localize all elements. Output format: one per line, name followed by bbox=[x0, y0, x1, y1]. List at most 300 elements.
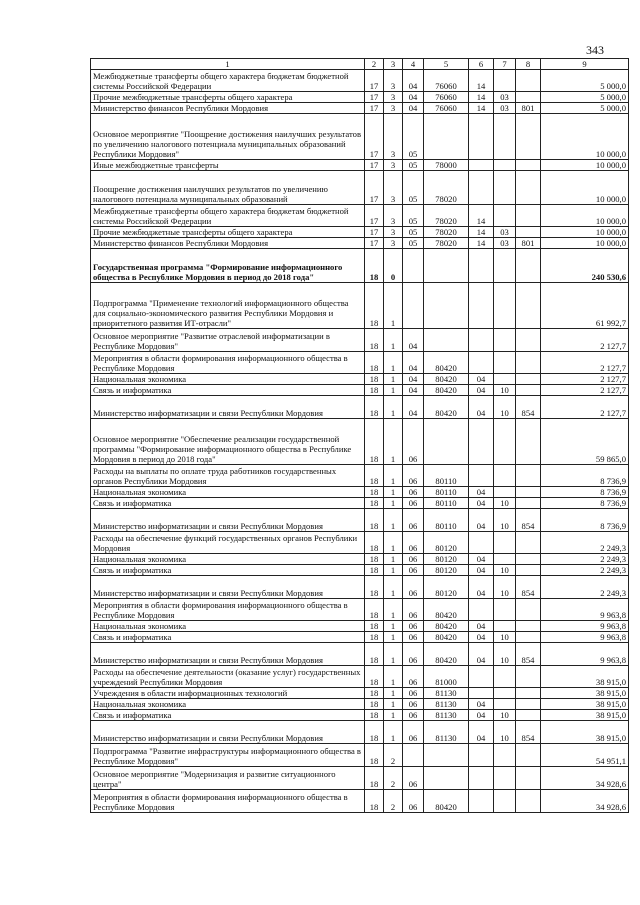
row-value-cell: 18 bbox=[365, 576, 384, 599]
row-value-cell: 10 000,0 bbox=[541, 205, 629, 227]
row-value-cell: 3 bbox=[384, 238, 403, 249]
column-header: 2 bbox=[365, 59, 384, 70]
row-value-cell: 81130 bbox=[424, 710, 469, 721]
row-value-cell: 80420 bbox=[424, 374, 469, 385]
row-value-cell: 80120 bbox=[424, 532, 469, 554]
row-value-cell bbox=[424, 249, 469, 283]
row-value-cell: 9 963,8 bbox=[541, 632, 629, 643]
row-value-cell: 1 bbox=[384, 283, 403, 329]
table-row bbox=[91, 509, 629, 532]
row-value-cell: 06 bbox=[403, 643, 424, 666]
row-value-cell: 10 bbox=[494, 576, 516, 599]
row-name-cell: Министерство финансов Республики Мордовия bbox=[91, 238, 365, 249]
table-row bbox=[91, 498, 629, 509]
row-value-cell: 04 bbox=[403, 92, 424, 103]
row-value-cell: 06 bbox=[403, 465, 424, 487]
table-row bbox=[91, 632, 629, 643]
row-value-cell bbox=[494, 329, 516, 352]
row-value-cell: 3 bbox=[384, 114, 403, 160]
row-name-cell: Министерство информатизации и связи Республики Мордовия bbox=[91, 643, 365, 666]
row-value-cell bbox=[469, 744, 494, 767]
row-value-cell: 3 bbox=[384, 227, 403, 238]
row-name-cell: Связь и информатика bbox=[91, 632, 365, 643]
row-value-cell: 38 915,0 bbox=[541, 699, 629, 710]
row-value-cell: 06 bbox=[403, 487, 424, 498]
row-value-cell: 03 bbox=[494, 238, 516, 249]
table-row bbox=[91, 396, 629, 419]
table-row bbox=[91, 699, 629, 710]
row-value-cell: 80120 bbox=[424, 554, 469, 565]
row-name-cell: Мероприятия в области формирования информационного общества в Республике Мордовия bbox=[91, 599, 365, 621]
row-value-cell bbox=[494, 688, 516, 699]
row-value-cell: 854 bbox=[516, 576, 541, 599]
row-value-cell: 04 bbox=[469, 699, 494, 710]
row-value-cell: 18 bbox=[365, 790, 384, 813]
row-value-cell: 06 bbox=[403, 565, 424, 576]
table-row bbox=[91, 283, 629, 329]
row-value-cell: 04 bbox=[403, 103, 424, 114]
row-value-cell: 2 127,7 bbox=[541, 352, 629, 374]
row-value-cell: 10 bbox=[494, 710, 516, 721]
table-row bbox=[91, 465, 629, 487]
row-value-cell bbox=[494, 666, 516, 688]
row-value-cell bbox=[494, 70, 516, 92]
row-value-cell bbox=[516, 171, 541, 205]
table-row bbox=[91, 576, 629, 599]
row-value-cell: 240 530,6 bbox=[541, 249, 629, 283]
column-header: 9 bbox=[541, 59, 629, 70]
row-value-cell: 06 bbox=[403, 498, 424, 509]
row-value-cell bbox=[516, 487, 541, 498]
row-value-cell: 2 127,7 bbox=[541, 329, 629, 352]
row-value-cell: 04 bbox=[469, 385, 494, 396]
row-value-cell bbox=[494, 699, 516, 710]
row-value-cell: 34 928,6 bbox=[541, 767, 629, 790]
row-name-cell: Министерство информатизации и связи Республики Мордовия bbox=[91, 721, 365, 744]
table-row bbox=[91, 643, 629, 666]
row-value-cell bbox=[494, 599, 516, 621]
row-name-cell: Национальная экономика bbox=[91, 374, 365, 385]
row-value-cell: 06 bbox=[403, 767, 424, 790]
row-name-cell: Прочие межбюджетные трансферты общего характера bbox=[91, 92, 365, 103]
row-value-cell: 54 951,1 bbox=[541, 744, 629, 767]
row-value-cell: 05 bbox=[403, 238, 424, 249]
row-value-cell: 04 bbox=[403, 329, 424, 352]
row-value-cell: 5 000,0 bbox=[541, 92, 629, 103]
row-value-cell bbox=[469, 329, 494, 352]
row-value-cell: 1 bbox=[384, 565, 403, 576]
row-value-cell bbox=[516, 710, 541, 721]
row-value-cell: 05 bbox=[403, 114, 424, 160]
table-row bbox=[91, 160, 629, 171]
row-value-cell bbox=[516, 465, 541, 487]
row-value-cell bbox=[494, 419, 516, 465]
row-value-cell: 18 bbox=[365, 283, 384, 329]
row-value-cell bbox=[516, 666, 541, 688]
row-value-cell bbox=[516, 205, 541, 227]
row-value-cell bbox=[403, 249, 424, 283]
row-value-cell: 18 bbox=[365, 699, 384, 710]
row-value-cell: 04 bbox=[469, 643, 494, 666]
row-value-cell: 14 bbox=[469, 205, 494, 227]
row-value-cell: 38 915,0 bbox=[541, 688, 629, 699]
row-value-cell: 81130 bbox=[424, 721, 469, 744]
row-value-cell: 04 bbox=[469, 576, 494, 599]
row-value-cell bbox=[516, 283, 541, 329]
row-value-cell: 1 bbox=[384, 465, 403, 487]
row-value-cell: 06 bbox=[403, 790, 424, 813]
row-value-cell: 1 bbox=[384, 419, 403, 465]
row-value-cell: 10 000,0 bbox=[541, 160, 629, 171]
row-value-cell: 854 bbox=[516, 643, 541, 666]
table-row bbox=[91, 532, 629, 554]
row-value-cell: 3 bbox=[384, 70, 403, 92]
column-header: 1 bbox=[91, 59, 365, 70]
row-value-cell: 1 bbox=[384, 554, 403, 565]
table-row bbox=[91, 227, 629, 238]
row-value-cell bbox=[469, 160, 494, 171]
row-value-cell bbox=[469, 352, 494, 374]
row-value-cell: 1 bbox=[384, 643, 403, 666]
row-value-cell: 18 bbox=[365, 374, 384, 385]
column-header: 3 bbox=[384, 59, 403, 70]
row-value-cell: 06 bbox=[403, 599, 424, 621]
row-value-cell: 8 736,9 bbox=[541, 498, 629, 509]
row-value-cell: 04 bbox=[469, 396, 494, 419]
row-value-cell: 06 bbox=[403, 532, 424, 554]
row-value-cell: 10 000,0 bbox=[541, 227, 629, 238]
row-name-cell: Основное мероприятие "Поощрение достижения наилучших результатов по увеличению налогового потенциала муниципальных образований Республики Мордовия" bbox=[91, 114, 365, 160]
row-value-cell: 10 bbox=[494, 396, 516, 419]
row-value-cell: 18 bbox=[365, 599, 384, 621]
row-value-cell: 17 bbox=[365, 103, 384, 114]
row-value-cell: 17 bbox=[365, 92, 384, 103]
row-value-cell: 80420 bbox=[424, 396, 469, 419]
row-value-cell: 1 bbox=[384, 666, 403, 688]
row-name-cell: Национальная экономика bbox=[91, 621, 365, 632]
row-value-cell: 80420 bbox=[424, 599, 469, 621]
row-name-cell: Министерство информатизации и связи Республики Мордовия bbox=[91, 576, 365, 599]
row-value-cell: 38 915,0 bbox=[541, 710, 629, 721]
table-row bbox=[91, 103, 629, 114]
row-name-cell: Иные межбюджетные трансферты bbox=[91, 160, 365, 171]
table-row bbox=[91, 205, 629, 227]
row-value-cell: 18 bbox=[365, 385, 384, 396]
row-value-cell: 17 bbox=[365, 171, 384, 205]
row-value-cell bbox=[494, 532, 516, 554]
row-value-cell: 801 bbox=[516, 238, 541, 249]
row-value-cell bbox=[516, 385, 541, 396]
table-row bbox=[91, 790, 629, 813]
row-value-cell: 34 928,6 bbox=[541, 790, 629, 813]
row-value-cell: 801 bbox=[516, 103, 541, 114]
row-value-cell: 18 bbox=[365, 565, 384, 576]
row-value-cell bbox=[494, 487, 516, 498]
row-value-cell: 3 bbox=[384, 160, 403, 171]
row-value-cell: 18 bbox=[365, 688, 384, 699]
row-value-cell: 17 bbox=[365, 114, 384, 160]
row-value-cell: 8 736,9 bbox=[541, 509, 629, 532]
row-value-cell: 2 127,7 bbox=[541, 396, 629, 419]
row-value-cell: 78020 bbox=[424, 227, 469, 238]
row-value-cell: 18 bbox=[365, 554, 384, 565]
row-name-cell: Связь и информатика bbox=[91, 710, 365, 721]
row-value-cell: 2 bbox=[384, 767, 403, 790]
row-value-cell bbox=[516, 374, 541, 385]
row-value-cell: 1 bbox=[384, 487, 403, 498]
row-name-cell: Подпрограмма "Применение технологий информационного общества для социально-экономического развития Республики Мордовия и приоритетного развития ИТ-отрасли" bbox=[91, 283, 365, 329]
row-name-cell: Межбюджетные трансферты общего характера бюджетам бюджетной системы Российской Федерации bbox=[91, 70, 365, 92]
table-row bbox=[91, 688, 629, 699]
row-value-cell: 04 bbox=[403, 70, 424, 92]
row-value-cell bbox=[469, 249, 494, 283]
row-value-cell bbox=[424, 114, 469, 160]
row-value-cell bbox=[516, 70, 541, 92]
row-value-cell bbox=[516, 92, 541, 103]
row-value-cell: 18 bbox=[365, 396, 384, 419]
row-value-cell: 76060 bbox=[424, 103, 469, 114]
row-value-cell bbox=[516, 621, 541, 632]
row-value-cell bbox=[424, 283, 469, 329]
row-value-cell bbox=[516, 532, 541, 554]
row-value-cell: 14 bbox=[469, 70, 494, 92]
row-value-cell: 1 bbox=[384, 532, 403, 554]
row-value-cell: 1 bbox=[384, 576, 403, 599]
row-value-cell: 80110 bbox=[424, 465, 469, 487]
row-value-cell: 1 bbox=[384, 599, 403, 621]
row-value-cell: 17 bbox=[365, 238, 384, 249]
row-value-cell: 17 bbox=[365, 70, 384, 92]
row-value-cell bbox=[469, 171, 494, 205]
row-value-cell: 04 bbox=[469, 374, 494, 385]
row-value-cell: 05 bbox=[403, 227, 424, 238]
row-value-cell: 18 bbox=[365, 487, 384, 498]
row-value-cell: 81130 bbox=[424, 688, 469, 699]
row-value-cell: 10 bbox=[494, 498, 516, 509]
row-value-cell: 10 bbox=[494, 385, 516, 396]
row-value-cell: 1 bbox=[384, 688, 403, 699]
row-value-cell: 17 bbox=[365, 227, 384, 238]
row-value-cell bbox=[516, 790, 541, 813]
row-name-cell: Связь и информатика bbox=[91, 498, 365, 509]
table-row bbox=[91, 385, 629, 396]
row-value-cell bbox=[494, 205, 516, 227]
row-value-cell: 06 bbox=[403, 509, 424, 532]
row-value-cell: 18 bbox=[365, 721, 384, 744]
row-name-cell: Связь и информатика bbox=[91, 565, 365, 576]
column-header: 5 bbox=[424, 59, 469, 70]
row-value-cell: 81000 bbox=[424, 666, 469, 688]
row-name-cell: Министерство информатизации и связи Республики Мордовия bbox=[91, 509, 365, 532]
row-value-cell: 2 249,3 bbox=[541, 576, 629, 599]
table-row bbox=[91, 621, 629, 632]
row-name-cell: Межбюджетные трансферты общего характера бюджетам бюджетной системы Российской Федерации bbox=[91, 205, 365, 227]
row-value-cell: 05 bbox=[403, 205, 424, 227]
row-value-cell bbox=[469, 419, 494, 465]
row-value-cell: 14 bbox=[469, 103, 494, 114]
row-value-cell: 5 000,0 bbox=[541, 70, 629, 92]
row-value-cell: 1 bbox=[384, 710, 403, 721]
row-value-cell: 18 bbox=[365, 643, 384, 666]
row-value-cell: 06 bbox=[403, 699, 424, 710]
row-value-cell: 05 bbox=[403, 171, 424, 205]
row-value-cell: 38 915,0 bbox=[541, 666, 629, 688]
row-value-cell: 04 bbox=[469, 710, 494, 721]
row-value-cell: 2 127,7 bbox=[541, 385, 629, 396]
row-value-cell: 18 bbox=[365, 465, 384, 487]
row-value-cell bbox=[516, 114, 541, 160]
row-value-cell: 80110 bbox=[424, 487, 469, 498]
row-value-cell bbox=[516, 160, 541, 171]
row-value-cell: 18 bbox=[365, 352, 384, 374]
row-name-cell: Поощрение достижения наилучших результатов по увеличению налогового потенциала муниципальных образований bbox=[91, 171, 365, 205]
row-value-cell bbox=[469, 767, 494, 790]
row-value-cell bbox=[469, 666, 494, 688]
row-value-cell bbox=[516, 554, 541, 565]
row-value-cell: 1 bbox=[384, 329, 403, 352]
table-row bbox=[91, 171, 629, 205]
row-value-cell: 8 736,9 bbox=[541, 465, 629, 487]
row-value-cell bbox=[494, 249, 516, 283]
table-row bbox=[91, 565, 629, 576]
row-name-cell: Мероприятия в области формирования информационного общества в Республике Мордовия bbox=[91, 352, 365, 374]
row-value-cell: 1 bbox=[384, 632, 403, 643]
row-value-cell: 76060 bbox=[424, 92, 469, 103]
row-value-cell bbox=[516, 599, 541, 621]
row-value-cell: 80120 bbox=[424, 576, 469, 599]
column-header: 4 bbox=[403, 59, 424, 70]
row-name-cell: Министерство финансов Республики Мордовия bbox=[91, 103, 365, 114]
row-value-cell: 1 bbox=[384, 498, 403, 509]
table-row bbox=[91, 487, 629, 498]
row-value-cell bbox=[516, 249, 541, 283]
row-value-cell: 3 bbox=[384, 171, 403, 205]
row-value-cell bbox=[424, 419, 469, 465]
row-value-cell: 03 bbox=[494, 92, 516, 103]
row-value-cell: 38 915,0 bbox=[541, 721, 629, 744]
row-value-cell: 3 bbox=[384, 103, 403, 114]
row-value-cell: 0 bbox=[384, 249, 403, 283]
column-header: 6 bbox=[469, 59, 494, 70]
row-value-cell: 78020 bbox=[424, 171, 469, 205]
row-value-cell: 18 bbox=[365, 710, 384, 721]
row-name-cell: Расходы на обеспечение деятельности (оказание услуг) государственных учреждений Республики Мордовия bbox=[91, 666, 365, 688]
row-name-cell: Основное мероприятие "Обеспечение реализации государственной программы "Формирование информационного общества в Республике Мордовия в период до 2018 года" bbox=[91, 419, 365, 465]
row-value-cell: 10 000,0 bbox=[541, 238, 629, 249]
row-value-cell: 06 bbox=[403, 688, 424, 699]
table-header-row bbox=[91, 59, 629, 70]
row-name-cell: Основное мероприятие "Модернизация и развитие ситуационного центра" bbox=[91, 767, 365, 790]
row-value-cell bbox=[516, 767, 541, 790]
row-name-cell: Учреждения в области информационных технологий bbox=[91, 688, 365, 699]
row-value-cell bbox=[469, 283, 494, 329]
row-name-cell: Государственная программа "Формирование информационного общества в Республике Мордовия в период до 2018 года" bbox=[91, 249, 365, 283]
row-value-cell: 04 bbox=[403, 374, 424, 385]
table-row bbox=[91, 710, 629, 721]
table-row bbox=[91, 721, 629, 744]
row-value-cell: 14 bbox=[469, 227, 494, 238]
row-value-cell bbox=[494, 283, 516, 329]
row-value-cell bbox=[494, 374, 516, 385]
row-value-cell: 18 bbox=[365, 509, 384, 532]
row-value-cell: 10 bbox=[494, 632, 516, 643]
row-value-cell: 61 992,7 bbox=[541, 283, 629, 329]
table-row bbox=[91, 767, 629, 790]
row-value-cell: 06 bbox=[403, 576, 424, 599]
row-value-cell: 80420 bbox=[424, 352, 469, 374]
row-value-cell: 2 249,3 bbox=[541, 532, 629, 554]
row-value-cell: 80120 bbox=[424, 565, 469, 576]
row-value-cell: 06 bbox=[403, 554, 424, 565]
row-value-cell: 1 bbox=[384, 721, 403, 744]
row-value-cell: 1 bbox=[384, 509, 403, 532]
row-value-cell: 80420 bbox=[424, 643, 469, 666]
row-value-cell: 3 bbox=[384, 205, 403, 227]
row-value-cell: 78000 bbox=[424, 160, 469, 171]
row-value-cell: 2 127,7 bbox=[541, 374, 629, 385]
row-value-cell bbox=[516, 352, 541, 374]
row-value-cell bbox=[494, 171, 516, 205]
row-value-cell: 18 bbox=[365, 419, 384, 465]
row-value-cell: 04 bbox=[469, 632, 494, 643]
row-value-cell bbox=[494, 744, 516, 767]
page-number: 343 bbox=[586, 43, 604, 57]
row-value-cell: 10 bbox=[494, 509, 516, 532]
row-value-cell: 2 249,3 bbox=[541, 565, 629, 576]
row-name-cell: Национальная экономика bbox=[91, 554, 365, 565]
row-value-cell: 06 bbox=[403, 710, 424, 721]
row-value-cell: 18 bbox=[365, 632, 384, 643]
row-value-cell: 854 bbox=[516, 509, 541, 532]
table-row bbox=[91, 70, 629, 92]
row-value-cell bbox=[494, 790, 516, 813]
table-row bbox=[91, 329, 629, 352]
table-row bbox=[91, 114, 629, 160]
row-value-cell: 18 bbox=[365, 498, 384, 509]
row-value-cell: 04 bbox=[469, 721, 494, 744]
row-value-cell: 17 bbox=[365, 160, 384, 171]
row-value-cell: 10 000,0 bbox=[541, 171, 629, 205]
row-value-cell bbox=[516, 744, 541, 767]
table-row bbox=[91, 352, 629, 374]
row-value-cell: 78020 bbox=[424, 205, 469, 227]
row-value-cell: 1 bbox=[384, 385, 403, 396]
row-value-cell: 9 963,8 bbox=[541, 621, 629, 632]
row-name-cell: Подпрограмма "Развитие инфраструктуры информационного общества в Республике Мордовия" bbox=[91, 744, 365, 767]
row-name-cell: Национальная экономика bbox=[91, 487, 365, 498]
row-value-cell: 04 bbox=[469, 554, 494, 565]
row-value-cell: 04 bbox=[469, 621, 494, 632]
row-value-cell: 18 bbox=[365, 666, 384, 688]
row-value-cell bbox=[403, 283, 424, 329]
row-value-cell: 14 bbox=[469, 238, 494, 249]
row-value-cell bbox=[516, 329, 541, 352]
row-value-cell: 8 736,9 bbox=[541, 487, 629, 498]
row-value-cell: 04 bbox=[403, 396, 424, 419]
row-value-cell: 10 bbox=[494, 565, 516, 576]
row-value-cell: 18 bbox=[365, 744, 384, 767]
row-value-cell: 80110 bbox=[424, 498, 469, 509]
table-row bbox=[91, 374, 629, 385]
row-value-cell: 9 963,8 bbox=[541, 643, 629, 666]
row-value-cell: 2 bbox=[384, 744, 403, 767]
row-value-cell: 1 bbox=[384, 396, 403, 419]
row-value-cell: 04 bbox=[469, 498, 494, 509]
column-header: 7 bbox=[494, 59, 516, 70]
row-value-cell bbox=[424, 744, 469, 767]
row-value-cell bbox=[516, 632, 541, 643]
row-value-cell: 81130 bbox=[424, 699, 469, 710]
